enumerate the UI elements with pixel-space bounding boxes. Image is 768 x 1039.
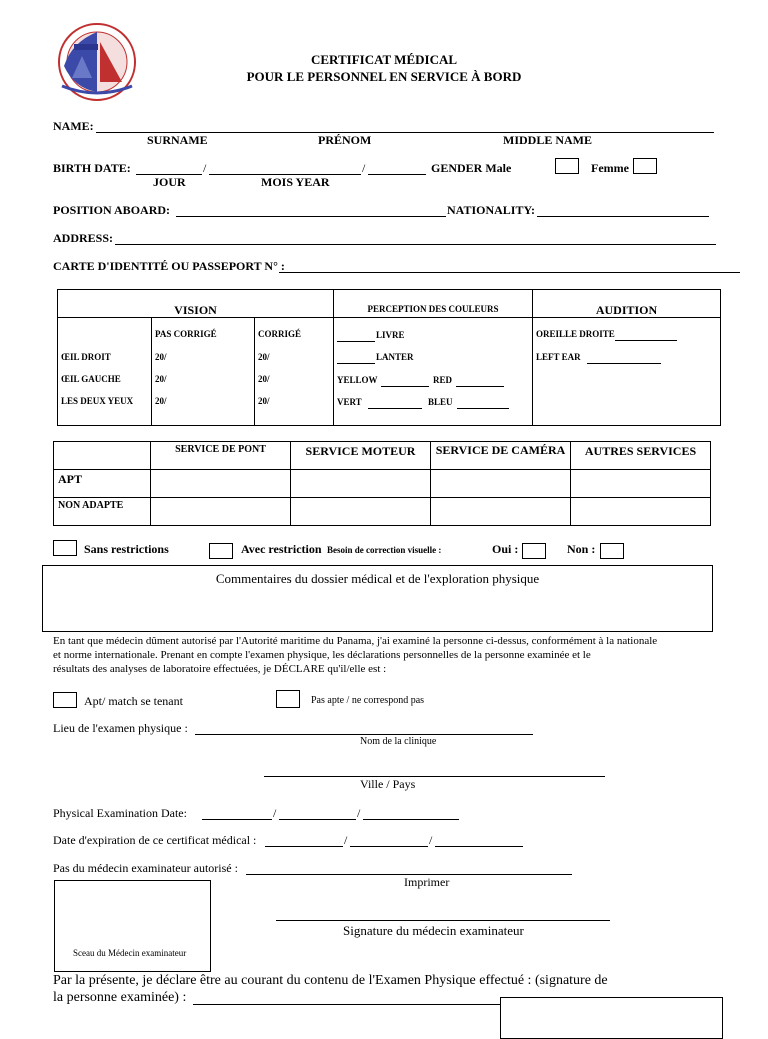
oreille-droite-field[interactable]: [615, 340, 677, 341]
left-eye-corrected[interactable]: 20/: [258, 374, 270, 384]
position-field[interactable]: [176, 216, 446, 217]
perception-header: PERCEPTION DES COULEURS: [367, 304, 499, 314]
expiration-label: Date d'expiration de ce certificat médical :: [53, 833, 257, 847]
pas-apte-checkbox[interactable]: [276, 690, 300, 708]
exam-date-label: Physical Examination Date:: [53, 806, 187, 820]
exam-day-field[interactable]: [202, 819, 272, 820]
address-field[interactable]: [115, 244, 716, 245]
apt-camera-cell[interactable]: [431, 470, 571, 498]
nationality-label: NATIONALITY:: [447, 203, 536, 217]
non-label: Non :: [567, 542, 596, 556]
camera-header: SERVICE DE CAMÉRA: [431, 442, 571, 470]
middle-name-label: MIDDLE NAME: [503, 133, 592, 147]
signature-label: Signature du médecin examinateur: [343, 923, 524, 938]
title-line1: CERTIFICAT MÉDICAL: [310, 52, 458, 67]
exp-year-field[interactable]: [435, 846, 523, 847]
femme-label: Femme: [591, 161, 629, 175]
date-slash: /: [429, 833, 433, 847]
non-checkbox[interactable]: [600, 543, 624, 559]
both-eyes-corrected[interactable]: 20/: [258, 396, 270, 406]
yellow-field[interactable]: [381, 386, 429, 387]
avec-restriction-checkbox[interactable]: [209, 543, 233, 559]
sceau-label: Sceau du Médecin examinateur: [73, 948, 187, 958]
jour-label: JOUR: [153, 175, 186, 189]
date-slash: /: [357, 806, 361, 820]
title-line2: POUR LE PERSONNEL EN SERVICE À BORD: [246, 69, 522, 84]
red-field[interactable]: [456, 386, 504, 387]
sans-restrictions-checkbox[interactable]: [53, 540, 77, 556]
bleu-label: BLEU: [428, 397, 453, 407]
prenom-label: PRÉNOM: [318, 133, 372, 147]
date-slash: /: [203, 161, 207, 175]
yellow-label: YELLOW: [337, 375, 378, 385]
vision-table: [57, 289, 721, 426]
both-eyes-uncorrected[interactable]: 20/: [155, 396, 167, 406]
id-field[interactable]: [279, 272, 740, 273]
livre-label: LIVRE: [376, 330, 405, 340]
oui-label: Oui :: [492, 542, 519, 556]
vision-header: VISION: [174, 303, 217, 317]
moteur-header: SERVICE MOTEUR: [291, 442, 431, 470]
non-autres-cell[interactable]: [571, 498, 711, 526]
exp-day-field[interactable]: [265, 846, 343, 847]
service-table: [53, 441, 711, 526]
apt-checkbox[interactable]: [53, 692, 77, 708]
medecin-label: Pas du médecin examinateur autorisé :: [53, 861, 238, 875]
nationality-field[interactable]: [537, 216, 709, 217]
right-eye-uncorrected[interactable]: 20/: [155, 352, 167, 362]
lieu-field[interactable]: [195, 734, 533, 735]
exp-month-field[interactable]: [350, 846, 428, 847]
pas-apte-label: Pas apte / ne correspond pas: [311, 695, 425, 706]
lieu-label: Lieu de l'examen physique :: [53, 721, 188, 735]
non-pont-cell[interactable]: [151, 498, 291, 526]
imprimer-label: Imprimer: [404, 875, 450, 889]
person-signature-field[interactable]: [193, 1004, 501, 1005]
right-eye-corrected[interactable]: 20/: [258, 352, 270, 362]
address-label: ADDRESS:: [53, 231, 114, 245]
left-eye-uncorrected[interactable]: 20/: [155, 374, 167, 384]
apt-pont-cell[interactable]: [151, 470, 291, 498]
oeil-gauche-label: ŒIL GAUCHE: [61, 374, 121, 384]
date-slash: /: [362, 161, 366, 175]
declaration-line1: En tant que médecin dûment autorisé par l'Autorité maritime du Panama, j'ai examiné la personne ci-dessus, conformément à la nationale: [53, 635, 658, 647]
sceau-box[interactable]: [54, 880, 211, 972]
empty-cell: [54, 442, 151, 470]
oreille-droite-label: OREILLE DROITE: [536, 329, 615, 339]
mois-year-label: MOIS YEAR: [261, 175, 330, 189]
ville-pays-label: Ville / Pays: [360, 777, 416, 791]
vert-label: VERT: [337, 397, 362, 407]
deux-yeux-label: LES DEUX YEUX: [61, 396, 134, 406]
non-adapte-row-label: NON ADAPTE: [54, 498, 151, 526]
gender-label: GENDER Male: [431, 161, 512, 175]
oeil-droit-label: ŒIL DROIT: [61, 352, 111, 362]
pas-corrige-label: PAS CORRIGÉ: [155, 329, 217, 339]
date-slash: /: [344, 833, 348, 847]
exam-year-field[interactable]: [363, 819, 459, 820]
name-label: NAME:: [53, 119, 94, 133]
comments-box[interactable]: [42, 565, 713, 632]
male-checkbox[interactable]: [555, 158, 579, 174]
livre-field[interactable]: [337, 341, 375, 342]
besoin-correction-label: Besoin de correction visuelle :: [327, 545, 442, 555]
femme-checkbox[interactable]: [633, 158, 657, 174]
autres-header: AUTRES SERVICES: [571, 442, 711, 470]
comments-title: Commentaires du dossier médical et de l'exploration physique: [215, 571, 540, 586]
apt-label: Apt/ match se tenant: [84, 694, 183, 708]
birth-year-field[interactable]: [368, 174, 426, 175]
declaration-line3: résultats des analyses de laboratoire effectuées, je DÉCLARE qu'il/elle est :: [53, 663, 387, 675]
bleu-field[interactable]: [457, 408, 509, 409]
birth-date-label: BIRTH DATE:: [53, 161, 131, 175]
vert-field[interactable]: [368, 408, 422, 409]
declaration-line2: et norme internationale. Prenant en compte l'examen physique, les déclarations personnelles de la personne examinée et le: [53, 649, 591, 661]
corrige-label: CORRIGÉ: [258, 329, 302, 339]
left-ear-label: LEFT EAR: [536, 352, 581, 362]
apt-row-label: APT: [54, 470, 151, 498]
ville-pays-field[interactable]: [264, 776, 605, 777]
audition-header: AUDITION: [595, 303, 658, 317]
left-ear-field[interactable]: [587, 363, 661, 364]
position-label: POSITION ABOARD:: [53, 203, 171, 217]
oui-checkbox[interactable]: [522, 543, 546, 559]
pont-header: SERVICE DE PONT: [151, 442, 291, 470]
red-label: RED: [433, 375, 453, 385]
apt-moteur-cell[interactable]: [291, 470, 431, 498]
date-slash: /: [273, 806, 277, 820]
final-line2: la personne examinée) :: [53, 990, 187, 1005]
person-signature-box[interactable]: [500, 997, 723, 1039]
final-line1: Par la présente, je déclare être au courant du contenu de l'Examen Physique effectué : (signature de: [53, 973, 608, 988]
nom-clinique-label: Nom de la clinique: [360, 736, 437, 747]
apt-autres-cell[interactable]: [571, 470, 711, 498]
lanter-label: LANTER: [376, 352, 414, 362]
non-moteur-cell[interactable]: [291, 498, 431, 526]
avec-restriction-label: Avec restriction: [241, 542, 322, 556]
signature-field[interactable]: [276, 920, 610, 921]
non-camera-cell[interactable]: [431, 498, 571, 526]
lanter-field[interactable]: [337, 363, 375, 364]
id-label: CARTE D'IDENTITÉ OU PASSEPORT N° :: [53, 259, 285, 273]
exam-month-field[interactable]: [279, 819, 356, 820]
sans-restrictions-label: Sans restrictions: [84, 542, 169, 556]
surname-label: SURNAME: [147, 133, 208, 147]
